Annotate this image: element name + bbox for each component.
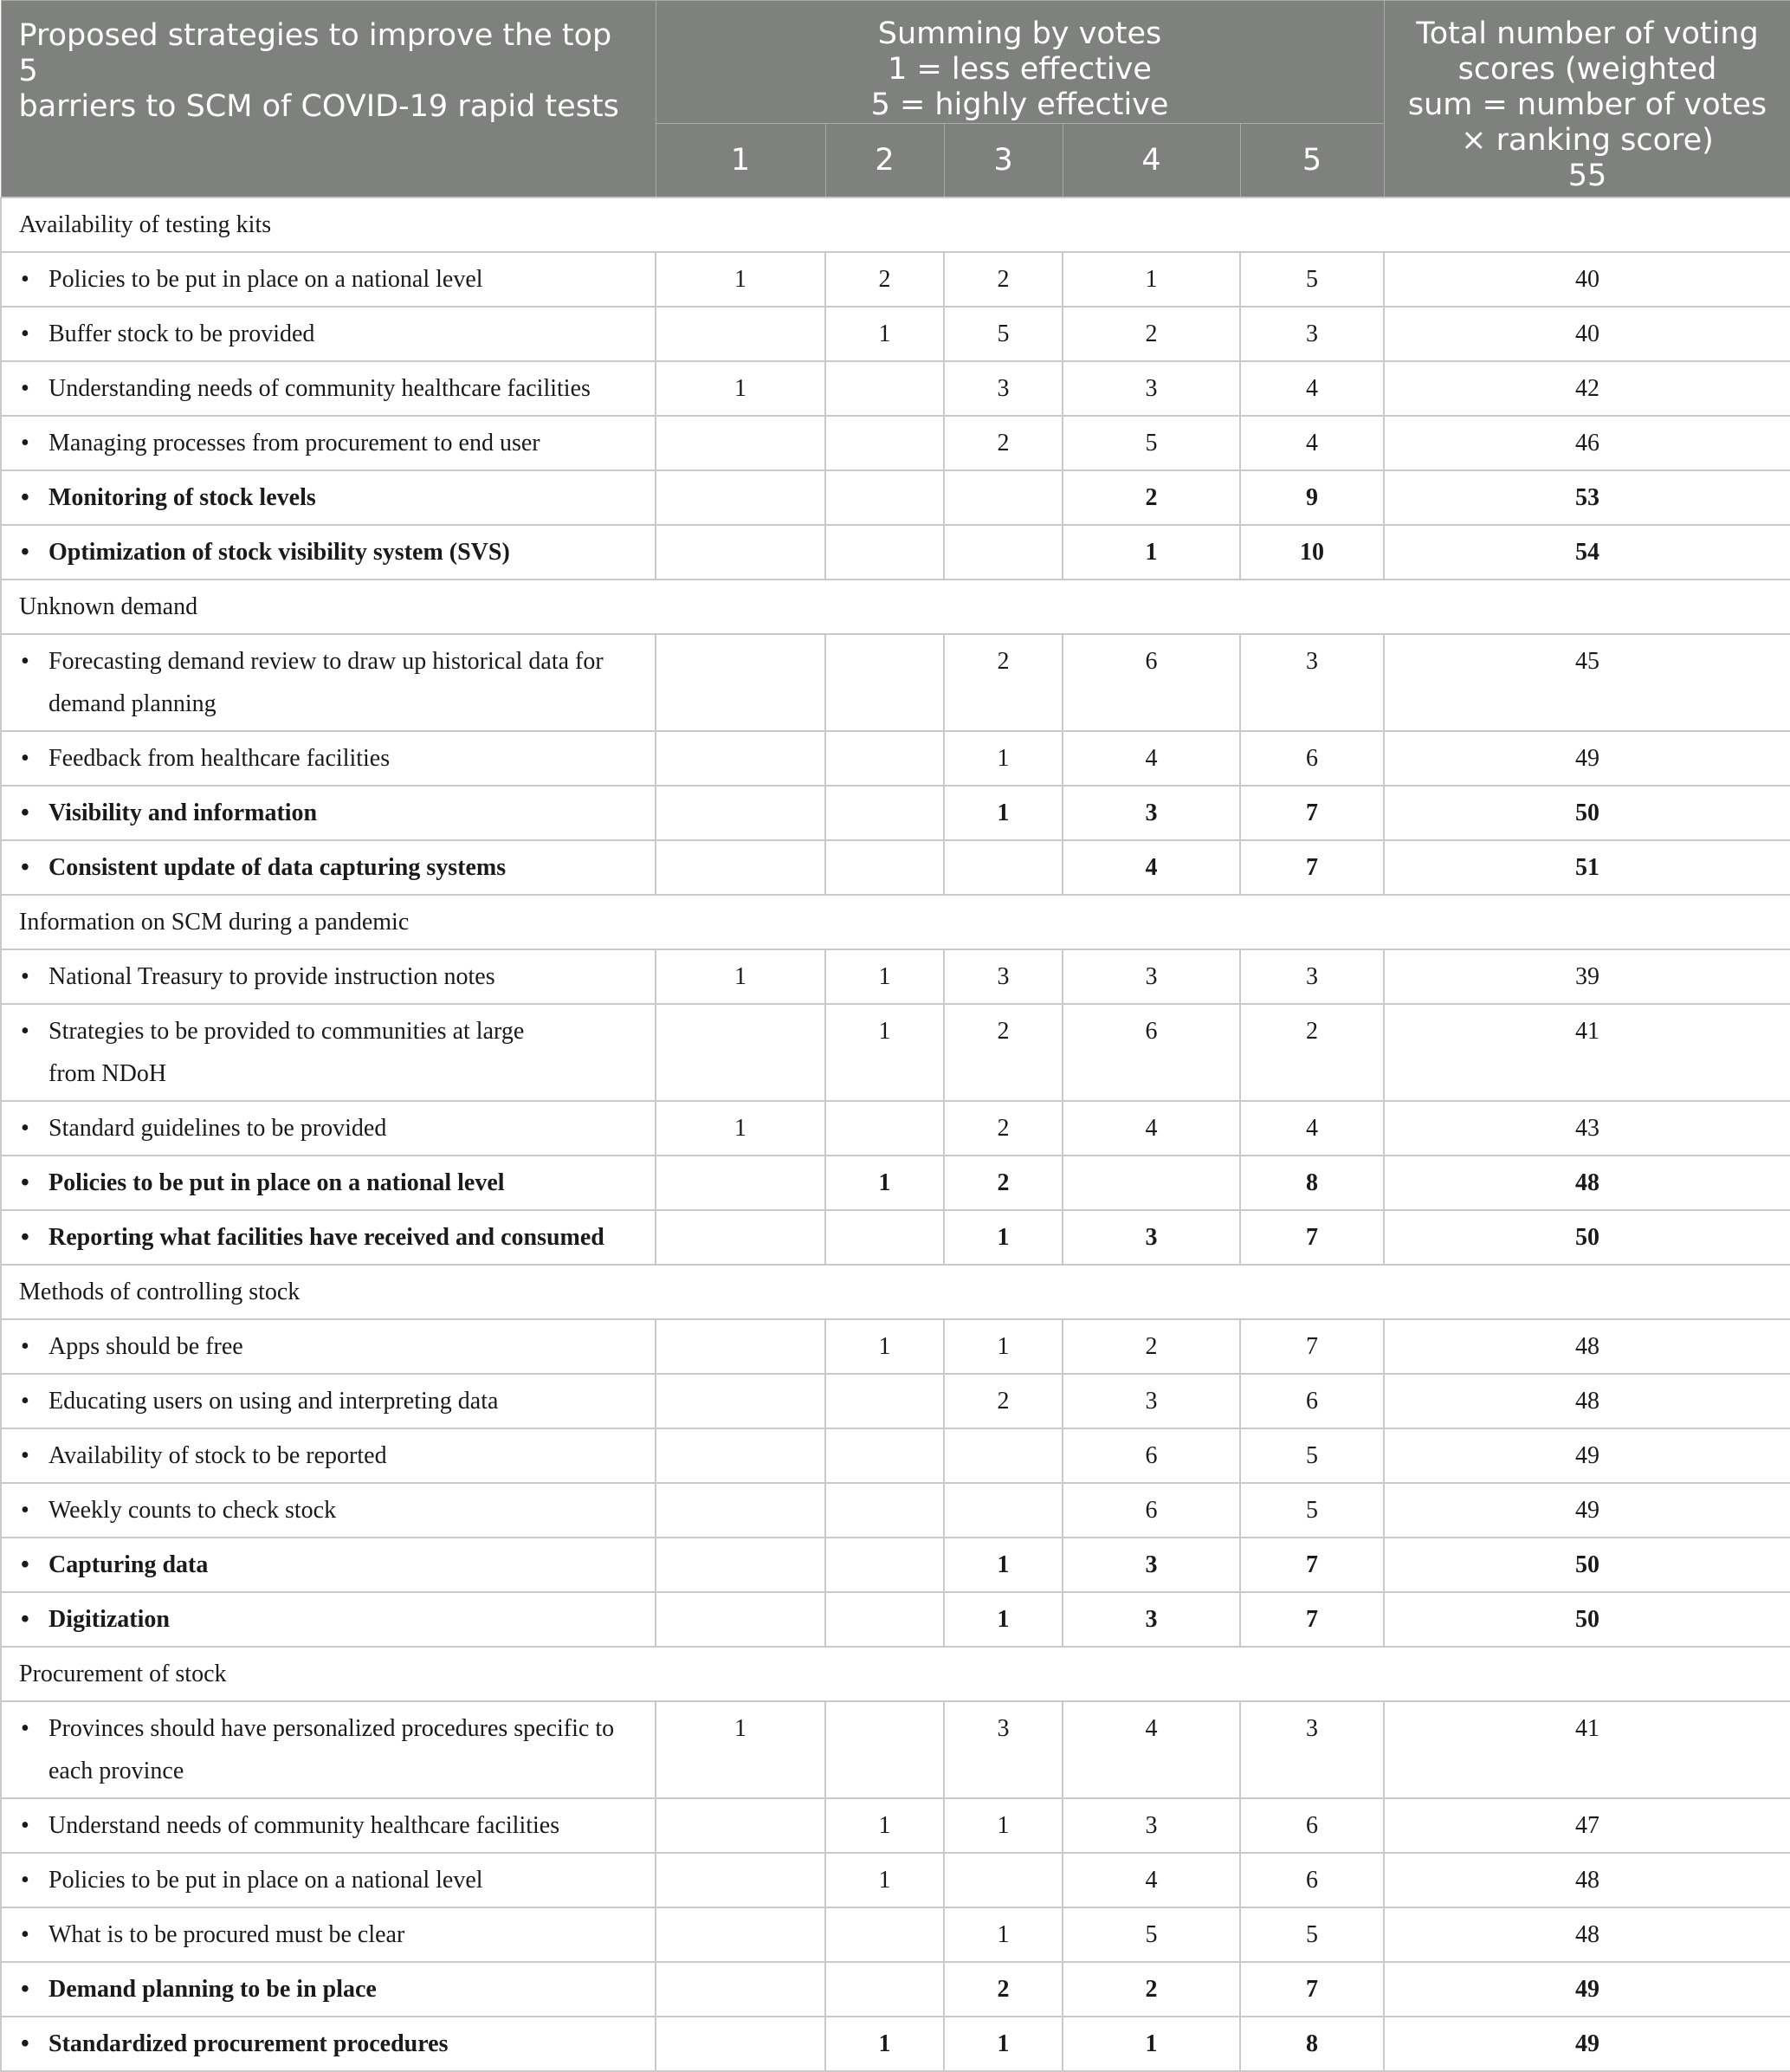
vote-cell-4: 3	[1063, 1538, 1240, 1592]
vote-cell-4: 4	[1063, 1853, 1240, 1907]
strategy-cell	[1, 252, 656, 307]
vote-cell-5: 5	[1240, 1483, 1384, 1538]
strategy-text: Managing processes from procurement to end user	[48, 430, 540, 456]
strategy-text-line: each province	[48, 1758, 184, 1784]
vote-cell-5: 8	[1240, 1156, 1384, 1210]
strategy-cell	[1, 1483, 656, 1538]
vote-cell-5: 7	[1240, 1962, 1384, 2017]
table-row	[1, 1592, 1790, 1647]
total-cell: 45	[1384, 634, 1790, 731]
strategy-text: Feedback from healthcare facilities	[48, 745, 391, 772]
strategy-cell	[1, 1701, 656, 1798]
vote-cell-5: 6	[1240, 1374, 1384, 1428]
vote-cell-4: 3	[1063, 1592, 1240, 1647]
vote-cell-2: 1	[825, 1798, 944, 1853]
bullet-icon: •	[21, 1388, 29, 1415]
vote-cell-3: 1	[944, 731, 1063, 786]
table-row	[1, 1428, 1790, 1483]
total-cell: 49	[1384, 1483, 1790, 1538]
vote-cell-2: 1	[825, 1156, 944, 1210]
table-row	[1, 1156, 1790, 1210]
bullet-icon: •	[21, 1812, 29, 1839]
vote-cell-2	[825, 470, 944, 525]
vote-cell-4: 3	[1063, 1210, 1240, 1265]
vote-cell-5: 5	[1240, 1428, 1384, 1483]
strategy-text-line: from NDoH	[48, 1060, 167, 1087]
header-total: Total number of voting scores (weighted sum = number of votes × ranking score) 55	[1384, 1, 1790, 198]
strategy-cell	[1, 1907, 656, 1962]
vote-cell-5: 3	[1240, 307, 1384, 361]
strategy-text: Apps should be free	[48, 1333, 243, 1360]
vote-cell-4: 4	[1063, 840, 1240, 895]
vote-cell-1	[656, 1156, 825, 1210]
vote-cell-1	[656, 525, 825, 580]
vote-cell-1	[656, 307, 825, 361]
category-row	[1, 197, 1790, 252]
strategy-text: Policies to be put in place on a national level	[48, 1169, 505, 1196]
strategy-text-line: Forecasting demand review to draw up historical data for	[48, 648, 604, 675]
total-cell: 42	[1384, 361, 1790, 416]
vote-cell-2	[825, 1907, 944, 1962]
vote-cell-2	[825, 1701, 944, 1798]
total-cell: 41	[1384, 1701, 1790, 1798]
vote-cell-1	[656, 416, 825, 470]
vote-cell-3: 1	[944, 1907, 1063, 1962]
header-strategy: Proposed strategies to improve the top 5 barriers to SCM of COVID-19 rapid tests	[1, 1, 656, 198]
total-cell: 50	[1384, 786, 1790, 840]
bullet-icon: •	[21, 745, 29, 772]
bullet-icon: •	[21, 484, 29, 511]
strategy-text: Consistent update of data capturing systems	[48, 854, 507, 881]
strategy-text: Optimization of stock visibility system (SVS)	[48, 539, 510, 566]
bullet-icon: •	[21, 1551, 29, 1578]
vote-cell-4: 4	[1063, 731, 1240, 786]
total-cell: 50	[1384, 1538, 1790, 1592]
bullet-icon: •	[21, 321, 29, 347]
vote-cell-1: 1	[656, 1701, 825, 1798]
total-cell: 54	[1384, 525, 1790, 580]
header-rank-5: 5	[1240, 124, 1384, 198]
vote-cell-3: 5	[944, 307, 1063, 361]
vote-cell-2	[825, 1538, 944, 1592]
vote-cell-2	[825, 1101, 944, 1156]
strategy-cell	[1, 525, 656, 580]
strategy-cell	[1, 1004, 656, 1101]
bullet-icon: •	[21, 266, 29, 293]
strategy-text: What is to be procured must be clear	[48, 1921, 405, 1948]
vote-cell-1	[656, 470, 825, 525]
strategy-cell	[1, 1962, 656, 2017]
strategy-cell	[1, 1853, 656, 1907]
header-rank-1: 1	[656, 124, 825, 198]
table-row	[1, 1319, 1790, 1374]
vote-cell-4: 6	[1063, 634, 1240, 731]
strategy-text-line: Strategies to be provided to communities at large	[48, 1018, 525, 1045]
vote-cell-5: 3	[1240, 949, 1384, 1004]
vote-cell-4: 2	[1063, 307, 1240, 361]
vote-cell-1	[656, 1428, 825, 1483]
vote-cell-4: 4	[1063, 1101, 1240, 1156]
strategy-cell	[1, 361, 656, 416]
total-cell: 48	[1384, 1374, 1790, 1428]
bullet-icon: •	[21, 1018, 29, 1045]
strategy-text: Standardized procurement procedures	[48, 2030, 449, 2057]
vote-cell-2	[825, 1428, 944, 1483]
category-row	[1, 1647, 1790, 1701]
total-cell: 49	[1384, 1428, 1790, 1483]
strategy-text: Monitoring of stock levels	[48, 484, 316, 511]
total-cell: 49	[1384, 1962, 1790, 2017]
table-header	[1, 1, 1790, 198]
vote-cell-3: 1	[944, 1210, 1063, 1265]
bullet-icon: •	[21, 2030, 29, 2057]
total-cell: 51	[1384, 840, 1790, 895]
table-row	[1, 1962, 1790, 2017]
bullet-icon: •	[21, 963, 29, 990]
bullet-icon: •	[21, 1606, 29, 1633]
strategy-text: Weekly counts to check stock	[48, 1497, 337, 1524]
strategy-cell	[1, 786, 656, 840]
vote-cell-4: 6	[1063, 1428, 1240, 1483]
vote-cell-2: 1	[825, 949, 944, 1004]
vote-cell-3: 1	[944, 1538, 1063, 1592]
bullet-icon: •	[21, 1115, 29, 1142]
category-label: Information on SCM during a pandemic	[1, 895, 1790, 949]
strategy-text	[48, 1707, 637, 1792]
vote-cell-5: 7	[1240, 786, 1384, 840]
vote-cell-3: 1	[944, 1319, 1063, 1374]
strategy-text: Reporting what facilities have received and consumed	[48, 1224, 604, 1251]
vote-cell-2	[825, 1210, 944, 1265]
vote-cell-2: 1	[825, 1004, 944, 1101]
table-row	[1, 470, 1790, 525]
total-cell: 49	[1384, 731, 1790, 786]
vote-cell-5: 4	[1240, 416, 1384, 470]
strategy-text-line: demand planning	[48, 690, 216, 717]
vote-cell-3	[944, 1428, 1063, 1483]
table-row	[1, 1701, 1790, 1798]
strategy-text: Buffer stock to be provided	[48, 321, 315, 347]
total-cell: 48	[1384, 1319, 1790, 1374]
category-row	[1, 1265, 1790, 1319]
strategy-text	[48, 640, 637, 725]
vote-cell-5: 5	[1240, 252, 1384, 307]
vote-cell-2: 1	[825, 1319, 944, 1374]
vote-cell-2	[825, 731, 944, 786]
vote-cell-1	[656, 1962, 825, 2017]
table-row	[1, 1798, 1790, 1853]
total-cell: 50	[1384, 1210, 1790, 1265]
vote-cell-1: 1	[656, 361, 825, 416]
category-row	[1, 580, 1790, 634]
table-row	[1, 2017, 1790, 2071]
vote-cell-3: 1	[944, 1798, 1063, 1853]
vote-cell-1	[656, 1483, 825, 1538]
total-cell: 39	[1384, 949, 1790, 1004]
vote-cell-5: 7	[1240, 1592, 1384, 1647]
strategy-text: Policies to be put in place on a national level	[48, 266, 483, 293]
vote-cell-3: 1	[944, 2017, 1063, 2071]
header-rank-2: 2	[825, 124, 944, 198]
vote-cell-4: 3	[1063, 1374, 1240, 1428]
vote-cell-4: 1	[1063, 525, 1240, 580]
strategy-cell	[1, 416, 656, 470]
bullet-icon: •	[21, 1867, 29, 1894]
strategy-cell	[1, 1538, 656, 1592]
total-cell: 46	[1384, 416, 1790, 470]
strategy-text	[48, 1010, 637, 1095]
vote-cell-1	[656, 1538, 825, 1592]
vote-cell-4: 3	[1063, 949, 1240, 1004]
total-cell: 48	[1384, 1156, 1790, 1210]
vote-cell-4: 3	[1063, 361, 1240, 416]
strategy-text: Understanding needs of community healthcare facilities	[48, 375, 591, 402]
table-row	[1, 1538, 1790, 1592]
total-cell: 48	[1384, 1907, 1790, 1962]
vote-cell-3	[944, 1853, 1063, 1907]
vote-cell-1	[656, 1853, 825, 1907]
strategy-text: Educating users on using and interpreting data	[48, 1388, 499, 1415]
strategy-cell	[1, 1319, 656, 1374]
vote-cell-1	[656, 1907, 825, 1962]
vote-cell-1	[656, 731, 825, 786]
vote-cell-5: 7	[1240, 1538, 1384, 1592]
vote-cell-5: 6	[1240, 1853, 1384, 1907]
vote-cell-3: 1	[944, 1592, 1063, 1647]
vote-cell-3: 2	[944, 1156, 1063, 1210]
bullet-icon: •	[21, 1169, 29, 1196]
table-row	[1, 786, 1790, 840]
strategy-cell	[1, 1592, 656, 1647]
strategy-text: Digitization	[48, 1606, 170, 1633]
total-cell: 43	[1384, 1101, 1790, 1156]
strategy-cell	[1, 731, 656, 786]
vote-cell-4: 3	[1063, 786, 1240, 840]
category-label: Methods of controlling stock	[1, 1265, 1790, 1319]
strategy-text: Capturing data	[48, 1551, 209, 1578]
table-row	[1, 840, 1790, 895]
vote-cell-5: 4	[1240, 361, 1384, 416]
strategy-cell	[1, 1428, 656, 1483]
total-cell: 40	[1384, 307, 1790, 361]
strategy-text: Availability of stock to be reported	[48, 1442, 387, 1469]
vote-cell-4: 4	[1063, 1701, 1240, 1798]
vote-cell-1	[656, 2017, 825, 2071]
vote-cell-5: 10	[1240, 525, 1384, 580]
vote-cell-1	[656, 1592, 825, 1647]
vote-cell-1	[656, 1210, 825, 1265]
vote-cell-4: 3	[1063, 1798, 1240, 1853]
vote-cell-1	[656, 1004, 825, 1101]
strategy-cell	[1, 1156, 656, 1210]
bullet-icon: •	[21, 1715, 29, 1742]
vote-cell-2: 2	[825, 252, 944, 307]
vote-cell-2: 1	[825, 2017, 944, 2071]
vote-cell-3: 1	[944, 786, 1063, 840]
vote-cell-1	[656, 1798, 825, 1853]
total-cell: 40	[1384, 252, 1790, 307]
strategy-text: Demand planning to be in place	[48, 1976, 377, 2003]
strategy-cell	[1, 1210, 656, 1265]
strategy-text: Visibility and information	[48, 800, 318, 826]
vote-cell-4: 2	[1063, 1962, 1240, 2017]
vote-cell-5: 7	[1240, 840, 1384, 895]
vote-cell-3: 3	[944, 361, 1063, 416]
strategy-text: Policies to be put in place on a national level	[48, 1867, 483, 1894]
table-row	[1, 1004, 1790, 1101]
vote-cell-5: 8	[1240, 2017, 1384, 2071]
strategy-cell	[1, 840, 656, 895]
table-row	[1, 252, 1790, 307]
vote-cell-4	[1063, 1156, 1240, 1210]
strategy-cell	[1, 470, 656, 525]
bullet-icon: •	[21, 854, 29, 881]
vote-cell-3: 3	[944, 949, 1063, 1004]
vote-cell-3: 2	[944, 634, 1063, 731]
strategy-cell	[1, 634, 656, 731]
bullet-icon: •	[21, 1333, 29, 1360]
vote-cell-5: 5	[1240, 1907, 1384, 1962]
bullet-icon: •	[21, 1976, 29, 2003]
bullet-icon: •	[21, 430, 29, 456]
total-cell: 49	[1384, 2017, 1790, 2071]
vote-cell-3: 3	[944, 1701, 1063, 1798]
vote-cell-3	[944, 1483, 1063, 1538]
strategy-text-line: Provinces should have personalized procedures specific to	[48, 1715, 615, 1742]
table-row	[1, 1483, 1790, 1538]
vote-cell-2	[825, 1592, 944, 1647]
strategy-text: National Treasury to provide instruction notes	[48, 963, 495, 990]
category-row	[1, 895, 1790, 949]
table-row	[1, 1210, 1790, 1265]
vote-cell-3: 2	[944, 1101, 1063, 1156]
vote-cell-5: 7	[1240, 1210, 1384, 1265]
strategy-cell	[1, 1798, 656, 1853]
vote-cell-3: 2	[944, 252, 1063, 307]
vote-cell-3: 2	[944, 1374, 1063, 1428]
total-cell: 48	[1384, 1853, 1790, 1907]
table-row	[1, 307, 1790, 361]
vote-cell-4: 5	[1063, 416, 1240, 470]
vote-cell-5: 6	[1240, 731, 1384, 786]
table-body	[1, 197, 1790, 2071]
vote-cell-2	[825, 1962, 944, 2017]
header-rank-4: 4	[1063, 124, 1240, 198]
vote-cell-2	[825, 786, 944, 840]
category-label: Unknown demand	[1, 580, 1790, 634]
vote-cell-1	[656, 634, 825, 731]
table-row	[1, 1101, 1790, 1156]
bullet-icon: •	[21, 1921, 29, 1948]
strategy-text: Standard guidelines to be provided	[48, 1115, 387, 1142]
vote-cell-5: 9	[1240, 470, 1384, 525]
vote-cell-1	[656, 840, 825, 895]
vote-cell-5: 6	[1240, 1798, 1384, 1853]
table-row	[1, 361, 1790, 416]
total-cell: 53	[1384, 470, 1790, 525]
table-row	[1, 949, 1790, 1004]
strategy-text: Understand needs of community healthcare facilities	[48, 1812, 560, 1839]
category-label: Procurement of stock	[1, 1647, 1790, 1701]
table-row	[1, 1853, 1790, 1907]
vote-cell-4: 2	[1063, 1319, 1240, 1374]
table-row	[1, 731, 1790, 786]
vote-cell-1	[656, 1374, 825, 1428]
vote-cell-1: 1	[656, 252, 825, 307]
vote-cell-2: 1	[825, 1853, 944, 1907]
strategy-cell	[1, 307, 656, 361]
vote-cell-2	[825, 361, 944, 416]
vote-cell-3: 2	[944, 1004, 1063, 1101]
vote-cell-2	[825, 416, 944, 470]
category-label: Availability of testing kits	[1, 197, 1790, 252]
vote-cell-5: 3	[1240, 634, 1384, 731]
vote-cell-2	[825, 1374, 944, 1428]
total-cell: 47	[1384, 1798, 1790, 1853]
total-cell: 41	[1384, 1004, 1790, 1101]
strategy-cell	[1, 2017, 656, 2071]
header-votes: Summing by votes 1 = less effective 5 = highly effective	[656, 1, 1384, 124]
bullet-icon: •	[21, 1497, 29, 1524]
vote-cell-4: 5	[1063, 1907, 1240, 1962]
vote-cell-2: 1	[825, 307, 944, 361]
strategy-cell	[1, 1101, 656, 1156]
vote-cell-1: 1	[656, 1101, 825, 1156]
vote-cell-4: 6	[1063, 1483, 1240, 1538]
vote-cell-4: 6	[1063, 1004, 1240, 1101]
vote-cell-5: 7	[1240, 1319, 1384, 1374]
vote-cell-4: 1	[1063, 252, 1240, 307]
vote-cell-2	[825, 840, 944, 895]
vote-cell-1	[656, 1319, 825, 1374]
vote-cell-5: 2	[1240, 1004, 1384, 1101]
vote-cell-4: 2	[1063, 470, 1240, 525]
vote-cell-1	[656, 786, 825, 840]
total-cell: 50	[1384, 1592, 1790, 1647]
bullet-icon: •	[21, 539, 29, 566]
vote-cell-2	[825, 634, 944, 731]
bullet-icon: •	[21, 1224, 29, 1251]
vote-cell-4: 1	[1063, 2017, 1240, 2071]
vote-cell-3: 2	[944, 416, 1063, 470]
table-row	[1, 525, 1790, 580]
vote-cell-3	[944, 470, 1063, 525]
vote-cell-5: 4	[1240, 1101, 1384, 1156]
vote-cell-3: 2	[944, 1962, 1063, 2017]
strategy-cell	[1, 949, 656, 1004]
header-rank-3: 3	[944, 124, 1063, 198]
vote-cell-1: 1	[656, 949, 825, 1004]
bullet-icon: •	[21, 375, 29, 402]
table-row	[1, 1907, 1790, 1962]
strategy-cell	[1, 1374, 656, 1428]
bullet-icon: •	[21, 648, 29, 675]
vote-cell-3	[944, 525, 1063, 580]
table-row	[1, 416, 1790, 470]
table-row	[1, 634, 1790, 731]
vote-cell-2	[825, 1483, 944, 1538]
vote-cell-5: 3	[1240, 1701, 1384, 1798]
vote-cell-2	[825, 525, 944, 580]
bullet-icon: •	[21, 1442, 29, 1469]
vote-cell-3	[944, 840, 1063, 895]
bullet-icon: •	[21, 800, 29, 826]
table-row	[1, 1374, 1790, 1428]
